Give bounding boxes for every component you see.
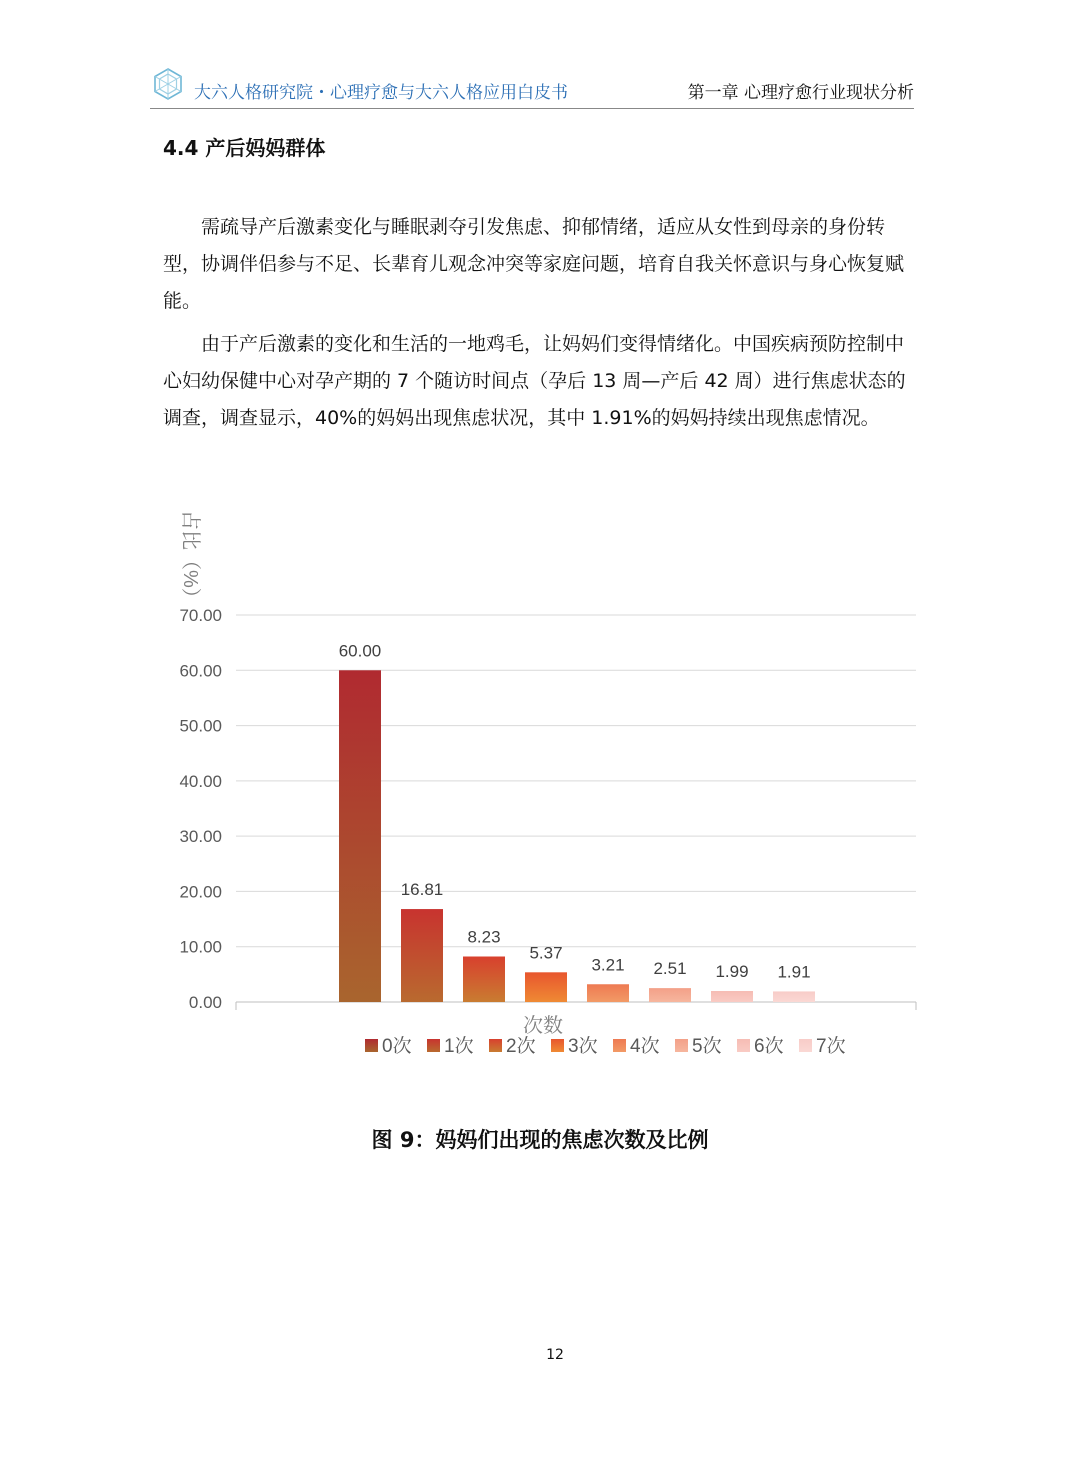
y-tick-label: 0.00 <box>188 993 222 1012</box>
y-tick-label: 10.00 <box>179 937 222 957</box>
data-label: 16.81 <box>400 880 444 900</box>
legend-item: 2次 <box>506 1036 536 1057</box>
legend-swatch <box>799 1039 812 1052</box>
bar-1次 <box>401 909 443 1002</box>
bar-4次 <box>587 984 629 1002</box>
data-label: 3.21 <box>591 955 625 975</box>
section-heading: 4.4 产后妈妈群体 <box>163 136 326 160</box>
y-axis-label: 占比（%） <box>179 510 201 608</box>
bar-2次 <box>463 956 505 1002</box>
legend-swatch <box>489 1039 502 1052</box>
bar-7次 <box>773 991 815 1002</box>
header-chapter-title: 第一章 心理疗愈行业现状分析 <box>687 83 914 103</box>
x-axis-label: 次数 <box>523 1015 563 1037</box>
data-label: 1.91 <box>777 962 811 982</box>
bar-3次 <box>525 972 567 1002</box>
legend-item: 1次 <box>444 1036 474 1057</box>
data-label: 5.37 <box>529 943 563 963</box>
legend-swatch <box>737 1039 750 1052</box>
bar-6次 <box>711 991 753 1002</box>
y-tick-label: 70.00 <box>179 606 222 625</box>
header-document-title: 大六人格研究院・心理疗愈与大六人格应用白皮书 <box>194 83 568 103</box>
legend-swatch <box>613 1039 626 1052</box>
page-header <box>150 66 914 110</box>
data-label: 2.51 <box>653 959 687 979</box>
y-tick-label: 50.00 <box>179 716 222 736</box>
y-tick-label: 20.00 <box>179 882 222 902</box>
legend-swatch <box>427 1039 440 1052</box>
bar-0次 <box>339 670 381 1002</box>
legend-swatch <box>675 1039 688 1052</box>
bar-5次 <box>649 988 691 1002</box>
figure-caption: 图 9：妈妈们出现的焦虑次数及比例 <box>371 1128 709 1152</box>
data-label: 8.23 <box>467 927 501 947</box>
y-tick-label: 60.00 <box>179 661 222 681</box>
data-label: 60.00 <box>338 641 382 661</box>
legend-item: 5次 <box>692 1036 722 1057</box>
legend-swatch <box>551 1039 564 1052</box>
body-paragraph-1: 需疏导产后激素变化与睡眠剥夺引发焦虑、抑郁情绪，适应从女性到母亲的身份转型，协调伴侣参与不足、长辈育儿观念冲突等家庭问题，培育自我关怀意识与身心恢复赋能。 <box>163 216 905 312</box>
legend-item: 7次 <box>816 1036 846 1057</box>
page-number: 12 <box>546 1347 564 1363</box>
header-divider <box>150 108 914 109</box>
legend-item: 6次 <box>754 1036 784 1057</box>
hexagon-crystal-logo <box>152 68 184 100</box>
y-tick-label: 30.00 <box>179 827 222 847</box>
y-tick-label: 40.00 <box>179 771 222 791</box>
legend-item: 4次 <box>630 1036 660 1057</box>
legend-swatch <box>365 1039 378 1052</box>
legend-item: 0次 <box>382 1036 412 1057</box>
anxiety-frequency-bar-chart <box>150 500 930 1070</box>
body-paragraph-2: 由于产后激素的变化和生活的一地鸡毛，让妈妈们变得情绪化。中国疾病预防控制中心妇幼保健中心对孕产期的 7 个随访时间点（孕后 13 周—产后 42 周）进行焦虑状态的调查，调查显示，40%的妈妈出现焦虑状况，其中 1.91%的妈妈持续出现焦虑情况。 <box>163 333 906 429</box>
data-label: 1.99 <box>715 961 749 981</box>
legend-item: 3次 <box>568 1036 598 1057</box>
